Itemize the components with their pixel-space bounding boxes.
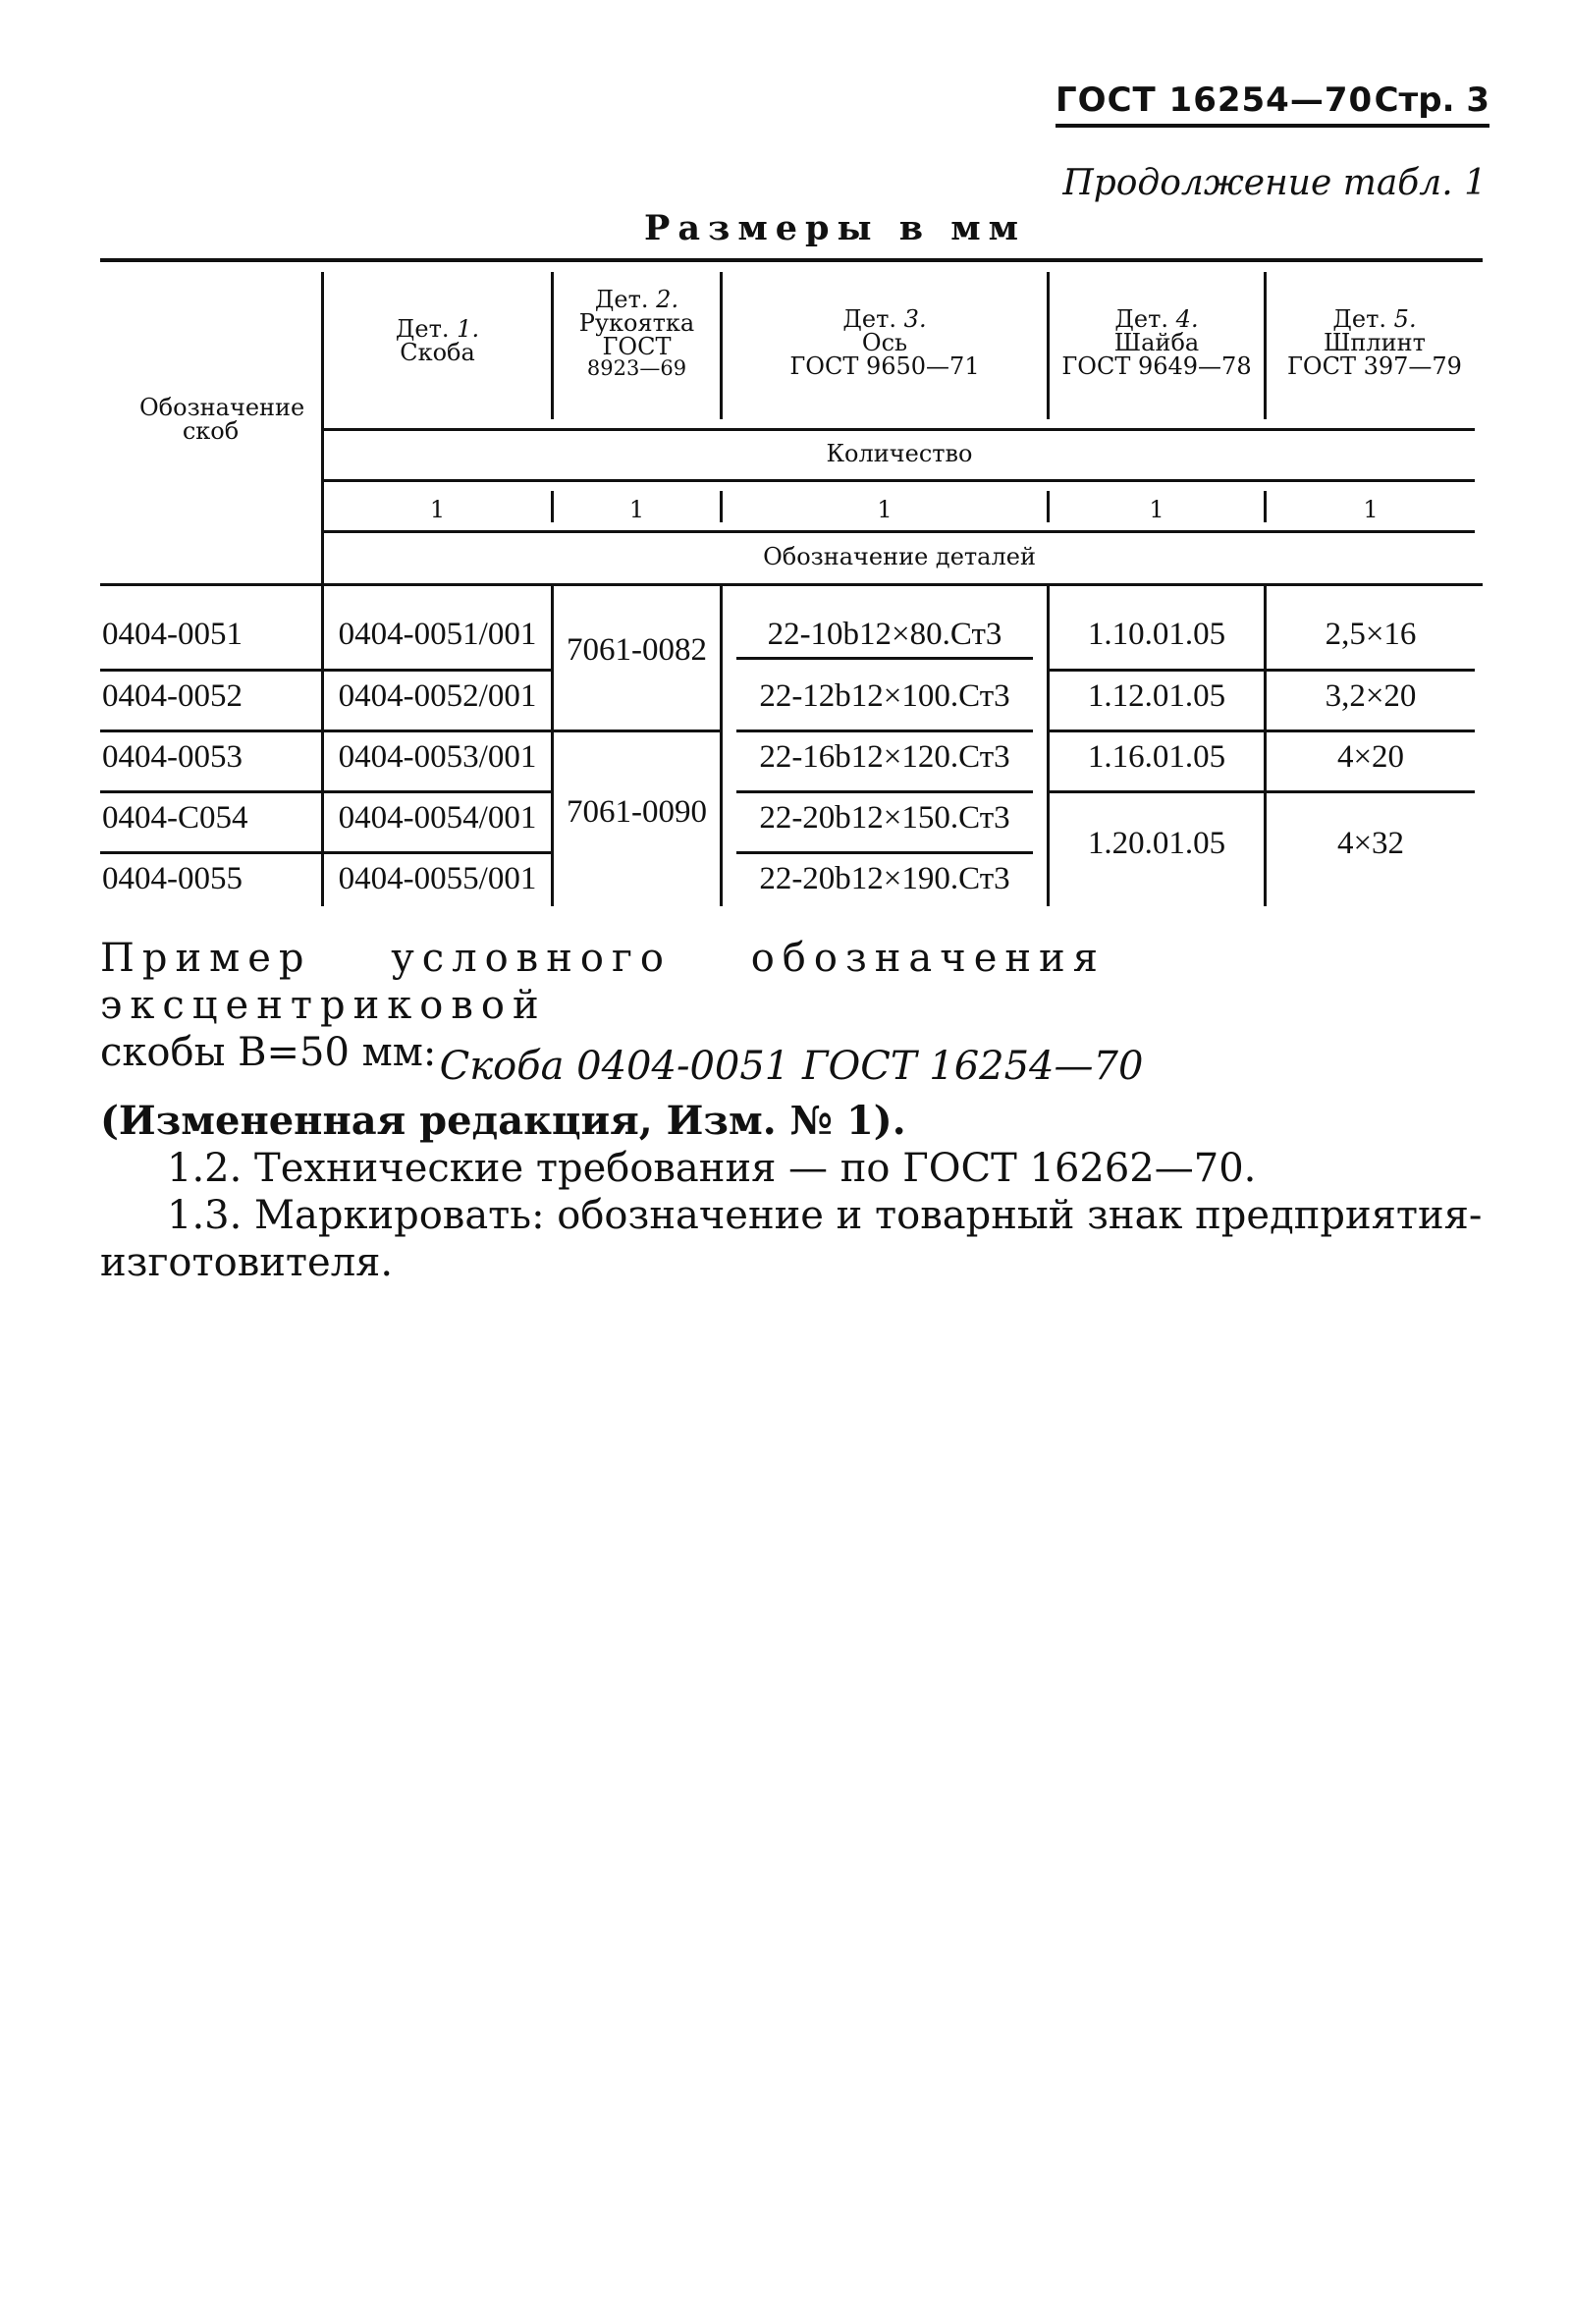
det1-value: 0404-0052/001 bbox=[338, 678, 537, 714]
quantity-label: Количество bbox=[826, 440, 973, 467]
det3-value: 22-16b12×120.Ст3 bbox=[759, 739, 1010, 775]
header-rule-3 bbox=[324, 530, 1475, 533]
det3-value: 22-20b12×150.Ст3 bbox=[759, 800, 1010, 836]
det4-value: 1.20.01.05 bbox=[1087, 826, 1226, 861]
clause-1-3-line-1: 1.3. Маркировать: обозначение и товарный знак предприятия- bbox=[167, 1193, 1483, 1238]
row-rule-col5-2 bbox=[1267, 730, 1475, 732]
det-number: 2. bbox=[656, 286, 679, 313]
row-rule-col1-3 bbox=[324, 790, 551, 793]
qty-1: 1 bbox=[429, 496, 446, 523]
header-det-1 bbox=[324, 317, 551, 364]
det3-value: 22-20b12×190.Ст3 bbox=[759, 861, 1010, 896]
header-det-2 bbox=[554, 288, 720, 379]
row-rule-col3-1 bbox=[736, 657, 1033, 660]
table-continuation-note: Продолжение табл. 1 bbox=[1062, 163, 1487, 203]
det5-value: 3,2×20 bbox=[1325, 678, 1417, 714]
row-code: 0404-С054 bbox=[102, 800, 248, 836]
det-3-std: ГОСТ 9650—71 bbox=[789, 352, 980, 380]
det1-value: 0404-0051/001 bbox=[338, 617, 537, 652]
header-det-4 bbox=[1050, 307, 1264, 378]
det-2-std-num: 8923—69 bbox=[586, 356, 687, 380]
row-rule-col0-4 bbox=[100, 851, 321, 854]
row-rule-col5-1 bbox=[1267, 669, 1475, 672]
header-designation-text: Обозначение скоб bbox=[139, 394, 305, 445]
example-line-1: Пример условного обозначения эксцентриковой bbox=[100, 936, 1106, 1028]
row-code: 0404-0052 bbox=[102, 678, 243, 714]
det-number: 5. bbox=[1393, 305, 1417, 333]
det-2-name: Рукоятка bbox=[578, 309, 695, 337]
det-4-name: Шайба bbox=[1113, 329, 1200, 356]
det-number: 4. bbox=[1175, 305, 1199, 333]
header-det-5-title bbox=[1267, 307, 1483, 331]
example-line-2: скобы B=50 мм: bbox=[100, 1030, 437, 1075]
qty-3: 1 bbox=[877, 496, 893, 523]
det-label: Дет. bbox=[1332, 305, 1394, 333]
row-rule-col5-3 bbox=[1267, 790, 1475, 793]
header-det-2-title bbox=[554, 288, 720, 311]
page-number: Стр. 3 bbox=[1374, 81, 1489, 120]
det5-value: 4×20 bbox=[1336, 739, 1405, 775]
header-det-5 bbox=[1267, 307, 1483, 378]
standard-number: ГОСТ 16254—70 bbox=[1056, 81, 1374, 120]
det-label: Дет. bbox=[395, 315, 458, 343]
det4-value: 1.10.01.05 bbox=[1087, 617, 1226, 652]
row-rule-col3-4 bbox=[736, 851, 1033, 854]
clause-1-2: 1.2. Технические требования — по ГОСТ 16262—70. bbox=[167, 1146, 1257, 1191]
parts-table bbox=[100, 258, 1483, 906]
header-det-3-title bbox=[723, 307, 1047, 331]
det-5-std: ГОСТ 397—79 bbox=[1287, 352, 1462, 380]
row-rule-col1-2 bbox=[324, 730, 551, 732]
row-rule-col3-3 bbox=[736, 790, 1033, 793]
row-rule-col1-4 bbox=[324, 851, 551, 854]
row-rule-col4-3 bbox=[1050, 790, 1264, 793]
clause-1-3-line-2: изготовителя. bbox=[100, 1240, 394, 1285]
det3-value: 22-10b12×80.Ст3 bbox=[767, 617, 1002, 652]
det4-value: 1.16.01.05 bbox=[1087, 739, 1226, 775]
det-5-name: Шплинт bbox=[1324, 329, 1426, 356]
table-top-rule bbox=[100, 258, 1483, 262]
row-rule-col2-1 bbox=[554, 730, 720, 732]
header-rule-2 bbox=[324, 479, 1475, 482]
header-bottom-rule bbox=[100, 583, 1483, 586]
details-label: Обозначение деталей bbox=[763, 543, 1036, 570]
row-rule-col4-2 bbox=[1050, 730, 1264, 732]
qty-5: 1 bbox=[1363, 496, 1379, 523]
header-rule-1 bbox=[324, 428, 1475, 431]
row-rule-col0-2 bbox=[100, 730, 321, 732]
det1-value: 0404-0053/001 bbox=[338, 739, 537, 775]
header-det-3 bbox=[723, 307, 1047, 378]
row-rule-col4-1 bbox=[1050, 669, 1264, 672]
page-header bbox=[1056, 79, 1489, 128]
designation-example: Скоба 0404-0051 ГОСТ 16254—70 bbox=[439, 1044, 1144, 1089]
det-label: Дет. bbox=[1114, 305, 1176, 333]
row-code: 0404-0055 bbox=[102, 861, 243, 896]
det5-value: 4×32 bbox=[1336, 826, 1405, 861]
det-2-std: ГОСТ bbox=[602, 333, 672, 360]
det2-group: 7061-0082 bbox=[567, 632, 707, 668]
det1-value: 0404-0054/001 bbox=[338, 800, 537, 836]
header-det-4-title bbox=[1050, 307, 1264, 331]
dimensions-caption: Размеры в мм bbox=[644, 208, 1027, 248]
det-3-name: Ось bbox=[861, 329, 908, 356]
qty-4: 1 bbox=[1149, 496, 1164, 523]
det3-value: 22-12b12×100.Ст3 bbox=[759, 678, 1010, 714]
det-number: 1. bbox=[457, 315, 480, 343]
det-number: 3. bbox=[903, 305, 927, 333]
qty-2: 1 bbox=[628, 496, 645, 523]
row-rule-col1-1 bbox=[324, 669, 551, 672]
header-det-1-title bbox=[324, 317, 551, 341]
amendment-note: (Измененная редакция, Изм. № 1). bbox=[100, 1098, 906, 1144]
row-rule-col0-3 bbox=[100, 790, 321, 793]
row-code: 0404-0053 bbox=[102, 739, 243, 775]
header-designation bbox=[100, 396, 321, 443]
row-rule-col3-2 bbox=[736, 730, 1033, 732]
det-4-std: ГОСТ 9649—78 bbox=[1061, 352, 1252, 380]
det5-value: 2,5×16 bbox=[1325, 617, 1417, 652]
det-label: Дет. bbox=[842, 305, 904, 333]
row-code: 0404-0051 bbox=[102, 617, 243, 652]
det2-group: 7061-0090 bbox=[567, 794, 707, 830]
clause-1-3 bbox=[100, 1192, 1483, 1286]
det1-value: 0404-0055/001 bbox=[338, 861, 537, 896]
det4-value: 1.12.01.05 bbox=[1087, 678, 1226, 714]
det-1-name: Скоба bbox=[400, 339, 475, 366]
row-rule-col0-1 bbox=[100, 669, 321, 672]
det-label: Дет. bbox=[594, 286, 657, 313]
